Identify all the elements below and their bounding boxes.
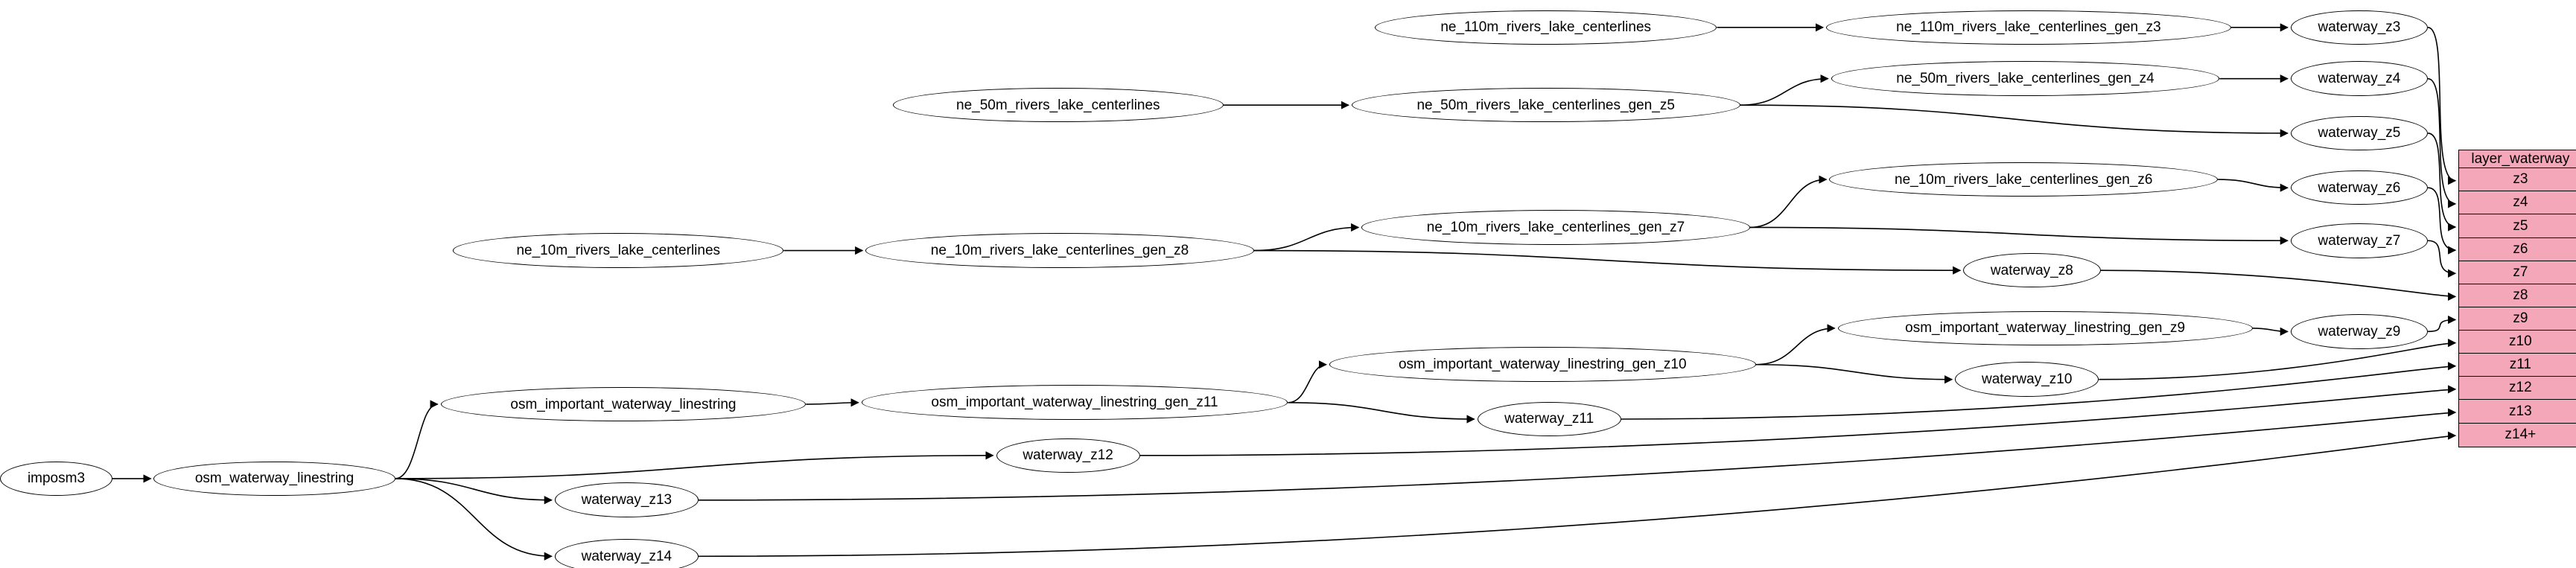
legend-row[interactable] bbox=[2459, 238, 2576, 261]
graph-edge bbox=[395, 456, 993, 479]
graph-node[interactable] bbox=[2291, 61, 2428, 96]
legend-row[interactable] bbox=[2459, 307, 2576, 331]
graph-node-label: ne_50m_rivers_lake_centerlines_gen_z4 bbox=[1896, 71, 2154, 87]
legend-row-label: z13 bbox=[2509, 403, 2532, 419]
graph-node[interactable] bbox=[1955, 362, 2099, 397]
graph-node-label: ne_110m_rivers_lake_centerlines bbox=[1440, 19, 1652, 36]
graph-edge bbox=[806, 403, 858, 404]
legend-row[interactable] bbox=[2459, 214, 2576, 237]
graph-node-label: waterway_z14 bbox=[581, 548, 672, 564]
legend-row[interactable] bbox=[2459, 354, 2576, 377]
legend-row-label: z12 bbox=[2509, 380, 2532, 396]
graph-node[interactable] bbox=[555, 539, 699, 568]
graph-node-label: ne_10m_rivers_lake_centerlines_gen_z7 bbox=[1426, 219, 1685, 235]
graph-node-label: ne_10m_rivers_lake_centerlines_gen_z8 bbox=[930, 243, 1189, 259]
graph-edge bbox=[2428, 28, 2455, 181]
graph-node[interactable] bbox=[555, 482, 699, 517]
graph-node-label: osm_important_waterway_linestring_gen_z11 bbox=[931, 395, 1218, 411]
graph-node[interactable] bbox=[865, 233, 1254, 268]
graph-edge bbox=[1288, 403, 1474, 419]
legend-title: layer_waterway bbox=[2459, 150, 2576, 168]
legend-row[interactable] bbox=[2459, 400, 2576, 423]
graph-node-label: osm_important_waterway_linestring_gen_z10 bbox=[1398, 357, 1687, 373]
legend-row[interactable] bbox=[2459, 377, 2576, 400]
graph-edge bbox=[395, 404, 438, 479]
graph-node-label: waterway_z9 bbox=[2318, 323, 2401, 339]
graph-node[interactable] bbox=[2291, 116, 2428, 151]
graph-edge bbox=[2101, 270, 2456, 296]
graph-node-label: waterway_z13 bbox=[581, 492, 672, 508]
graph-node[interactable] bbox=[0, 462, 112, 497]
legend-row-label: z11 bbox=[2509, 357, 2531, 373]
legend-row[interactable] bbox=[2459, 191, 2576, 214]
graph-node-label: waterway_z10 bbox=[1981, 371, 2073, 388]
graph-node[interactable] bbox=[996, 438, 1140, 473]
legend-row-label: z5 bbox=[2513, 217, 2528, 234]
graph-edge bbox=[1254, 227, 1358, 250]
graph-edge bbox=[2099, 343, 2455, 380]
graph-node[interactable] bbox=[1361, 210, 1750, 245]
graph-node-label: waterway_z4 bbox=[2318, 71, 2401, 87]
graph-node-label: ne_50m_rivers_lake_centerlines bbox=[956, 97, 1160, 113]
graph-node[interactable] bbox=[862, 385, 1288, 420]
graph-node-label: waterway_z11 bbox=[1504, 411, 1594, 427]
graph-edge bbox=[2428, 240, 2455, 273]
graph-node[interactable] bbox=[2291, 314, 2428, 349]
graph-node[interactable] bbox=[2291, 10, 2428, 45]
graph-node[interactable] bbox=[1826, 10, 2231, 45]
graph-edge bbox=[395, 479, 552, 556]
graph-edge bbox=[1140, 389, 2455, 456]
graph-node-label: waterway_z3 bbox=[2318, 19, 2401, 36]
graph-node-label: osm_waterway_linestring bbox=[194, 470, 354, 487]
graph-edge bbox=[1254, 251, 1960, 271]
graph-node[interactable] bbox=[2291, 170, 2428, 205]
graph-edge bbox=[1740, 105, 2288, 133]
graph-edge bbox=[2428, 320, 2455, 332]
graph-edge bbox=[2253, 328, 2288, 331]
graph-edge bbox=[1756, 365, 1953, 380]
legend-row[interactable] bbox=[2459, 284, 2576, 307]
graph-edge bbox=[2218, 179, 2288, 188]
graph-node[interactable] bbox=[1329, 347, 1756, 382]
graph-edge bbox=[1288, 365, 1326, 403]
graph-node[interactable] bbox=[2291, 223, 2428, 258]
graph-node-label: waterway_z5 bbox=[2318, 125, 2401, 141]
graph-node[interactable] bbox=[453, 233, 783, 268]
graph-node[interactable] bbox=[1963, 253, 2100, 288]
graph-edge bbox=[1750, 179, 1827, 227]
legend-row[interactable] bbox=[2459, 331, 2576, 354]
graph-edge bbox=[699, 435, 2455, 556]
graph-node-label: imposm3 bbox=[27, 470, 86, 487]
graph-edge bbox=[1750, 227, 2288, 240]
graph-node[interactable] bbox=[1375, 10, 1717, 45]
legend-layer-waterway bbox=[2458, 150, 2576, 447]
graph-node-label: waterway_z6 bbox=[2318, 179, 2401, 196]
legend-row[interactable] bbox=[2459, 261, 2576, 284]
legend-row-label: z9 bbox=[2513, 310, 2528, 327]
legend-row-label: z10 bbox=[2509, 334, 2532, 350]
graph-node[interactable] bbox=[1829, 162, 2218, 197]
graph-node[interactable] bbox=[1838, 311, 2253, 346]
legend-row-label: z8 bbox=[2513, 287, 2528, 303]
legend-row[interactable] bbox=[2459, 424, 2576, 447]
graph-node-label: ne_110m_rivers_lake_centerlines_gen_z3 bbox=[1896, 19, 2161, 36]
legend-row-label: z14+ bbox=[2505, 427, 2537, 443]
legend-row-label: z6 bbox=[2513, 240, 2528, 257]
graph-node[interactable] bbox=[893, 88, 1224, 123]
legend-row-label: z3 bbox=[2513, 171, 2528, 188]
graph-node[interactable] bbox=[441, 387, 807, 422]
graph-node-label: waterway_z8 bbox=[1990, 262, 2073, 278]
graph-node[interactable] bbox=[1352, 88, 1740, 123]
graph-node[interactable] bbox=[1478, 402, 1621, 437]
graph-node-label: waterway_z7 bbox=[2318, 232, 2401, 249]
graph-node-label: osm_important_waterway_linestring_gen_z9 bbox=[1905, 320, 2186, 336]
legend-row[interactable] bbox=[2459, 168, 2576, 191]
graph-edge bbox=[1756, 328, 1835, 365]
graph-node[interactable] bbox=[153, 462, 395, 497]
graph-node-label: ne_10m_rivers_lake_centerlines bbox=[516, 243, 721, 259]
legend-row-label: z4 bbox=[2513, 194, 2528, 211]
graph-node-label: waterway_z12 bbox=[1023, 447, 1113, 464]
graph-edge bbox=[1740, 79, 1828, 106]
graph-node-label: ne_50m_rivers_lake_centerlines_gen_z5 bbox=[1416, 97, 1675, 113]
legend-row-label: z7 bbox=[2513, 264, 2528, 280]
graph-node-label: ne_10m_rivers_lake_centerlines_gen_z6 bbox=[1895, 171, 2153, 188]
graph-node[interactable] bbox=[1831, 61, 2220, 96]
graph-node-label: osm_important_waterway_linestring bbox=[510, 396, 737, 412]
